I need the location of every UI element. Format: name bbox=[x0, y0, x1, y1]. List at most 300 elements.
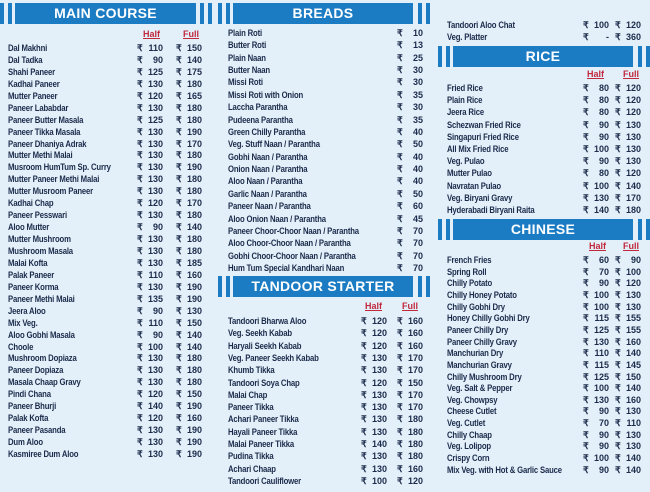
rupee-symbol: ₹ bbox=[361, 352, 367, 363]
rupee-symbol: ₹ bbox=[615, 95, 621, 106]
full-price bbox=[176, 66, 202, 78]
item-name: Paneer Bhurji bbox=[8, 401, 57, 412]
half-price bbox=[583, 192, 609, 204]
bread-item bbox=[228, 175, 433, 187]
rupee-symbol: ₹ bbox=[615, 313, 621, 324]
rupee-symbol: ₹ bbox=[137, 174, 143, 185]
half-price-value: 90 bbox=[598, 464, 609, 475]
half-price bbox=[137, 54, 163, 66]
tandoor-item bbox=[228, 413, 433, 425]
half-price bbox=[583, 82, 609, 94]
half-price-value: 90 bbox=[598, 406, 609, 417]
tandoor-item bbox=[228, 352, 433, 364]
rupee-symbol: ₹ bbox=[397, 340, 403, 351]
rupee-symbol: ₹ bbox=[615, 266, 621, 277]
main-full-label: Full bbox=[183, 29, 199, 39]
half-price bbox=[137, 448, 163, 460]
half-price bbox=[137, 281, 163, 293]
item-name: Chilly Potato bbox=[447, 278, 493, 289]
rupee-symbol: ₹ bbox=[397, 377, 403, 388]
half-price-value: 90 bbox=[152, 305, 163, 316]
rupee-symbol: ₹ bbox=[137, 186, 143, 197]
half-price bbox=[137, 221, 163, 233]
rupee-symbol: ₹ bbox=[583, 192, 589, 203]
full-price bbox=[615, 301, 641, 313]
main-course-item bbox=[8, 388, 213, 400]
half-price-value: 90 bbox=[152, 222, 163, 233]
rupee-symbol: ₹ bbox=[176, 353, 182, 364]
half-price-value: 100 bbox=[593, 144, 609, 154]
item-name: Spring Roll bbox=[447, 266, 487, 277]
item-name: Paneer Pesswari bbox=[8, 210, 67, 221]
item-name: Kasmiree Dum Aloo bbox=[8, 448, 79, 459]
half-price bbox=[137, 317, 163, 329]
header-stripe bbox=[218, 3, 222, 24]
half-price-value: 70 bbox=[598, 418, 609, 429]
item-name: Mix Veg. bbox=[8, 317, 38, 328]
full-price-value: 190 bbox=[186, 401, 202, 412]
item-name: Kadhai Chap bbox=[8, 198, 54, 209]
rupee-symbol: ₹ bbox=[137, 389, 143, 400]
half-price bbox=[361, 463, 387, 475]
half-price bbox=[137, 412, 163, 424]
bread-item bbox=[228, 126, 433, 138]
price-value: 35 bbox=[412, 89, 423, 100]
item-name: Paneer Butter Masala bbox=[8, 114, 84, 125]
price bbox=[397, 262, 423, 274]
rupee-symbol: ₹ bbox=[615, 83, 621, 93]
half-price bbox=[583, 167, 609, 179]
half-price-value: 100 bbox=[593, 453, 609, 464]
main-course-item bbox=[8, 209, 213, 221]
main-course-item bbox=[8, 257, 213, 269]
rupee-symbol: ₹ bbox=[397, 126, 403, 137]
half-price-value: 120 bbox=[147, 90, 163, 101]
full-price bbox=[615, 94, 641, 106]
main-course-item bbox=[8, 352, 213, 364]
tandoor-item bbox=[228, 475, 433, 487]
half-price bbox=[137, 352, 163, 364]
price bbox=[397, 114, 423, 126]
rupee-symbol: ₹ bbox=[137, 102, 143, 113]
price-value: 30 bbox=[412, 77, 423, 88]
full-price bbox=[397, 475, 423, 487]
rice-item bbox=[447, 155, 650, 167]
main-course-item bbox=[8, 221, 213, 233]
half-price bbox=[361, 438, 387, 450]
half-price-value: 130 bbox=[147, 102, 163, 113]
full-price bbox=[176, 161, 202, 173]
tandoor-item bbox=[228, 401, 433, 413]
rupee-symbol: ₹ bbox=[397, 238, 403, 249]
price bbox=[397, 237, 423, 249]
full-price-value: 120 bbox=[407, 475, 423, 486]
full-price-value: 180 bbox=[407, 414, 423, 425]
rupee-symbol: ₹ bbox=[615, 383, 621, 394]
rupee-symbol: ₹ bbox=[397, 77, 403, 88]
half-price bbox=[137, 341, 163, 353]
full-price-value: 160 bbox=[407, 328, 423, 339]
rupee-symbol: ₹ bbox=[176, 293, 182, 304]
item-name: Missi Roti bbox=[228, 77, 263, 88]
main-course-item bbox=[8, 42, 213, 54]
item-name: Cheese Cutlet bbox=[447, 406, 497, 417]
half-price-value: 130 bbox=[147, 162, 163, 173]
header-stripe bbox=[638, 46, 642, 67]
half-price-value: 130 bbox=[371, 389, 387, 400]
rupee-symbol: ₹ bbox=[176, 401, 182, 412]
item-name: Dal Tadka bbox=[8, 54, 43, 65]
rupee-symbol: ₹ bbox=[176, 222, 182, 233]
full-price-value: 180 bbox=[186, 245, 202, 256]
half-price bbox=[361, 340, 387, 352]
full-price bbox=[176, 436, 202, 448]
rupee-symbol: ₹ bbox=[583, 289, 589, 300]
item-name: Paneer Naan / Parantha bbox=[228, 201, 311, 212]
rupee-symbol: ₹ bbox=[176, 281, 182, 292]
rupee-symbol: ₹ bbox=[615, 156, 621, 167]
half-price-value: 90 bbox=[152, 329, 163, 340]
tandoor-header bbox=[218, 276, 430, 297]
main-course-item bbox=[8, 436, 213, 448]
rupee-symbol: ₹ bbox=[137, 90, 143, 101]
half-price-value: 100 bbox=[593, 383, 609, 394]
bread-item bbox=[228, 163, 433, 175]
half-price-value: 100 bbox=[593, 20, 609, 30]
item-name: Crispy Corn bbox=[447, 453, 490, 464]
price-value: 30 bbox=[412, 65, 423, 76]
tandoor-title: TANDOOR STARTER bbox=[233, 276, 413, 297]
chinese-item bbox=[447, 394, 650, 406]
full-price bbox=[176, 149, 202, 161]
half-price bbox=[137, 293, 163, 305]
full-price bbox=[397, 401, 423, 413]
rupee-symbol: ₹ bbox=[583, 144, 589, 154]
item-name: Aloo Onion Naan / Parantha bbox=[228, 213, 326, 224]
item-name: Jeera Rice bbox=[447, 107, 485, 118]
half-price-value: 80 bbox=[598, 83, 609, 93]
full-price-value: 180 bbox=[186, 210, 202, 221]
half-price bbox=[583, 394, 609, 406]
main-course-item bbox=[8, 66, 213, 78]
tandoor-item bbox=[228, 450, 433, 462]
half-price-value: - bbox=[606, 32, 609, 42]
rupee-symbol: ₹ bbox=[615, 168, 621, 179]
rupee-symbol: ₹ bbox=[176, 114, 182, 125]
item-name: Gobhi Naan / Parantha bbox=[228, 151, 308, 162]
tandoor-full-label: Full bbox=[402, 301, 418, 311]
rupee-symbol: ₹ bbox=[615, 180, 621, 191]
rupee-symbol: ₹ bbox=[615, 394, 621, 405]
rupee-symbol: ₹ bbox=[137, 317, 143, 328]
header-stripe bbox=[638, 219, 642, 240]
rice-header bbox=[438, 46, 650, 67]
item-name: Manchurian Dry bbox=[447, 348, 504, 359]
price-value: 60 bbox=[412, 201, 423, 212]
half-price-value: 90 bbox=[598, 429, 609, 440]
full-price-value: 140 bbox=[186, 222, 202, 233]
price bbox=[397, 52, 423, 64]
item-name: Paneer Lababdar bbox=[8, 102, 69, 113]
header-stripe bbox=[418, 3, 422, 24]
rupee-symbol: ₹ bbox=[176, 234, 182, 245]
full-price-value: 170 bbox=[407, 402, 423, 413]
half-price-value: 120 bbox=[371, 316, 387, 326]
rupee-symbol: ₹ bbox=[615, 418, 621, 429]
rupee-symbol: ₹ bbox=[397, 201, 403, 212]
half-price bbox=[137, 161, 163, 173]
half-price-value: 115 bbox=[594, 313, 609, 324]
header-stripe bbox=[218, 276, 222, 297]
price bbox=[397, 163, 423, 175]
half-price bbox=[137, 257, 163, 269]
full-price-value: 120 bbox=[625, 278, 641, 289]
rice-item bbox=[447, 94, 650, 106]
item-name: Tandoori Soya Chap bbox=[228, 377, 300, 388]
rupee-symbol: ₹ bbox=[397, 463, 403, 474]
full-price bbox=[397, 327, 423, 339]
rupee-symbol: ₹ bbox=[137, 269, 143, 280]
half-price bbox=[361, 450, 387, 462]
item-name: Musroom HumTum Sp. Curry bbox=[8, 162, 111, 173]
item-name: Pindi Chana bbox=[8, 389, 51, 400]
rupee-symbol: ₹ bbox=[137, 78, 143, 89]
rupee-symbol: ₹ bbox=[397, 188, 403, 199]
item-name: Jeera Aloo bbox=[8, 305, 46, 316]
full-price bbox=[615, 180, 641, 192]
chinese-item bbox=[447, 371, 650, 383]
half-price-value: 130 bbox=[371, 352, 387, 363]
full-price-value: 190 bbox=[186, 126, 202, 137]
half-price bbox=[583, 336, 609, 348]
full-price bbox=[615, 382, 641, 394]
rupee-symbol: ₹ bbox=[583, 32, 589, 42]
item-name: Butter Naan bbox=[228, 65, 270, 76]
half-price-value: 90 bbox=[598, 441, 609, 452]
rupee-symbol: ₹ bbox=[176, 198, 182, 209]
item-name: Mutter Mushroom bbox=[8, 234, 71, 245]
price bbox=[397, 225, 423, 237]
rupee-symbol: ₹ bbox=[397, 139, 403, 150]
rupee-symbol: ₹ bbox=[137, 413, 143, 424]
rupee-symbol: ₹ bbox=[583, 205, 589, 215]
item-name: Veg. Seekh Kabab bbox=[228, 328, 292, 339]
rupee-symbol: ₹ bbox=[397, 176, 403, 187]
half-price bbox=[583, 405, 609, 417]
half-price-value: 130 bbox=[147, 257, 163, 268]
half-price-value: 120 bbox=[147, 413, 163, 424]
item-name: Achari Paneer Tikka bbox=[228, 414, 299, 425]
full-price bbox=[615, 19, 641, 31]
half-price bbox=[583, 359, 609, 371]
full-price-value: 130 bbox=[625, 441, 641, 452]
rupee-symbol: ₹ bbox=[583, 156, 589, 167]
main-course-item bbox=[8, 281, 213, 293]
rupee-symbol: ₹ bbox=[615, 131, 621, 142]
full-price bbox=[397, 450, 423, 462]
full-price-value: 130 bbox=[625, 131, 641, 142]
half-price bbox=[361, 364, 387, 376]
main-course-item bbox=[8, 233, 213, 245]
item-name: Aloo Choor-Choor Naan / Parantha bbox=[228, 238, 351, 249]
half-price-value: 120 bbox=[371, 328, 387, 339]
bread-item bbox=[228, 225, 433, 237]
full-price-value: 155 bbox=[625, 313, 641, 324]
item-name: Mutter Methi Malai bbox=[8, 150, 73, 161]
item-name: Aloo Mutter bbox=[8, 222, 50, 233]
header-stripe bbox=[438, 46, 442, 67]
price-value: 70 bbox=[412, 263, 423, 274]
rupee-symbol: ₹ bbox=[176, 305, 182, 316]
item-name: Laccha Parantha bbox=[228, 102, 288, 113]
half-price bbox=[137, 173, 163, 185]
half-price bbox=[137, 66, 163, 78]
header-stripe bbox=[426, 276, 430, 297]
rupee-symbol: ₹ bbox=[583, 301, 589, 312]
price bbox=[397, 188, 423, 200]
half-price-value: 110 bbox=[148, 43, 163, 53]
full-price-value: 190 bbox=[186, 162, 202, 173]
main-course-item bbox=[8, 305, 213, 317]
full-price-value: 180 bbox=[186, 365, 202, 376]
item-name: Paneer Methi Malai bbox=[8, 293, 75, 304]
full-price-value: 160 bbox=[625, 394, 641, 405]
main-course-item bbox=[8, 400, 213, 412]
full-price-value: 150 bbox=[186, 43, 202, 53]
rupee-symbol: ₹ bbox=[176, 341, 182, 352]
rupee-symbol: ₹ bbox=[137, 257, 143, 268]
item-name: Mutter Paneer Methi Malai bbox=[8, 174, 100, 185]
rupee-symbol: ₹ bbox=[361, 389, 367, 400]
item-name: Onion Naan / Parantha bbox=[228, 164, 308, 175]
price bbox=[397, 76, 423, 88]
tandoor-item bbox=[228, 389, 433, 401]
item-name: Hayali Paneer Tikka bbox=[228, 426, 298, 437]
main-course-item bbox=[8, 293, 213, 305]
full-price-value: 180 bbox=[186, 353, 202, 364]
bread-item bbox=[228, 39, 433, 51]
half-price-value: 100 bbox=[147, 341, 163, 352]
full-price bbox=[176, 54, 202, 66]
full-price bbox=[615, 359, 641, 371]
half-price bbox=[583, 312, 609, 324]
full-price bbox=[176, 376, 202, 388]
rupee-symbol: ₹ bbox=[137, 150, 143, 161]
rupee-symbol: ₹ bbox=[176, 90, 182, 101]
half-price-value: 130 bbox=[147, 425, 163, 436]
main-half-label: Half bbox=[143, 29, 161, 39]
half-price-value: 125 bbox=[593, 371, 609, 382]
full-price bbox=[615, 312, 641, 324]
full-price-value: 180 bbox=[186, 186, 202, 197]
rupee-symbol: ₹ bbox=[397, 365, 403, 376]
full-price bbox=[615, 254, 641, 266]
header-stripe bbox=[418, 276, 422, 297]
full-price-value: 140 bbox=[625, 383, 641, 394]
half-price bbox=[583, 301, 609, 313]
rupee-symbol: ₹ bbox=[397, 475, 403, 486]
full-price-value: 185 bbox=[186, 257, 202, 268]
full-price-value: 180 bbox=[186, 377, 202, 388]
price-value: 30 bbox=[412, 102, 423, 113]
rupee-symbol: ₹ bbox=[583, 119, 589, 130]
rupee-symbol: ₹ bbox=[397, 40, 403, 51]
full-price bbox=[615, 277, 641, 289]
full-price-value: 170 bbox=[625, 192, 641, 203]
item-name: Malai Paneer Tikka bbox=[228, 439, 295, 449]
rupee-symbol: ₹ bbox=[361, 463, 367, 474]
half-price bbox=[137, 305, 163, 317]
full-price-value: 190 bbox=[186, 425, 202, 436]
full-price bbox=[176, 341, 202, 353]
full-price-value: 120 bbox=[625, 20, 641, 30]
tandoor-item bbox=[228, 463, 433, 475]
chinese-item bbox=[447, 429, 650, 441]
item-name: Mushroom Dopiaza bbox=[8, 353, 77, 364]
rupee-symbol: ₹ bbox=[176, 317, 182, 328]
rupee-symbol: ₹ bbox=[361, 414, 367, 425]
full-price-value: 140 bbox=[625, 180, 641, 191]
item-name: Tandoori Bharwa Aloo bbox=[228, 316, 307, 326]
rupee-symbol: ₹ bbox=[176, 413, 182, 424]
half-price bbox=[361, 377, 387, 389]
header-stripe bbox=[200, 3, 204, 24]
bread-item bbox=[228, 188, 433, 200]
main-course-item bbox=[8, 138, 213, 150]
item-name: Mutter Paneer bbox=[8, 90, 58, 101]
price-value: 45 bbox=[412, 213, 423, 224]
tandoor-item bbox=[228, 315, 433, 327]
bread-item bbox=[228, 52, 433, 64]
half-price-value: 130 bbox=[593, 192, 609, 203]
full-price-value: 130 bbox=[625, 301, 641, 312]
half-price bbox=[137, 149, 163, 161]
main-course-title: MAIN COURSE bbox=[15, 3, 196, 24]
half-price bbox=[583, 266, 609, 278]
rupee-symbol: ₹ bbox=[397, 328, 403, 339]
half-price-value: 90 bbox=[152, 54, 163, 65]
rupee-symbol: ₹ bbox=[176, 150, 182, 161]
item-name: Mutter Musroom Paneer bbox=[8, 186, 93, 197]
half-price-value: 130 bbox=[371, 402, 387, 413]
full-price-value: 130 bbox=[186, 305, 202, 316]
item-name: Manchurian Gravy bbox=[447, 359, 512, 370]
bread-item bbox=[228, 76, 433, 88]
half-price bbox=[137, 400, 163, 412]
main-course-item bbox=[8, 341, 213, 353]
half-price bbox=[583, 452, 609, 464]
rupee-symbol: ₹ bbox=[361, 377, 367, 388]
rupee-symbol: ₹ bbox=[176, 126, 182, 137]
full-price-value: 140 bbox=[625, 348, 641, 359]
rupee-symbol: ₹ bbox=[583, 383, 589, 394]
item-name: All Mix Fried Rice bbox=[447, 144, 509, 154]
rice-item bbox=[447, 131, 650, 143]
full-price-value: 180 bbox=[186, 78, 202, 89]
half-price bbox=[137, 424, 163, 436]
item-name: Hyderabadi Biryani Raita bbox=[447, 205, 535, 215]
bread-item bbox=[228, 27, 433, 39]
item-name: Chilly Gobhi Dry bbox=[447, 301, 505, 312]
rupee-symbol: ₹ bbox=[615, 255, 621, 265]
half-price bbox=[137, 78, 163, 90]
rupee-symbol: ₹ bbox=[397, 426, 403, 437]
main-course-item bbox=[8, 173, 213, 185]
item-name: Achari Chaap bbox=[228, 463, 276, 474]
rupee-symbol: ₹ bbox=[137, 281, 143, 292]
full-price-value: 170 bbox=[186, 198, 202, 209]
price bbox=[397, 250, 423, 262]
